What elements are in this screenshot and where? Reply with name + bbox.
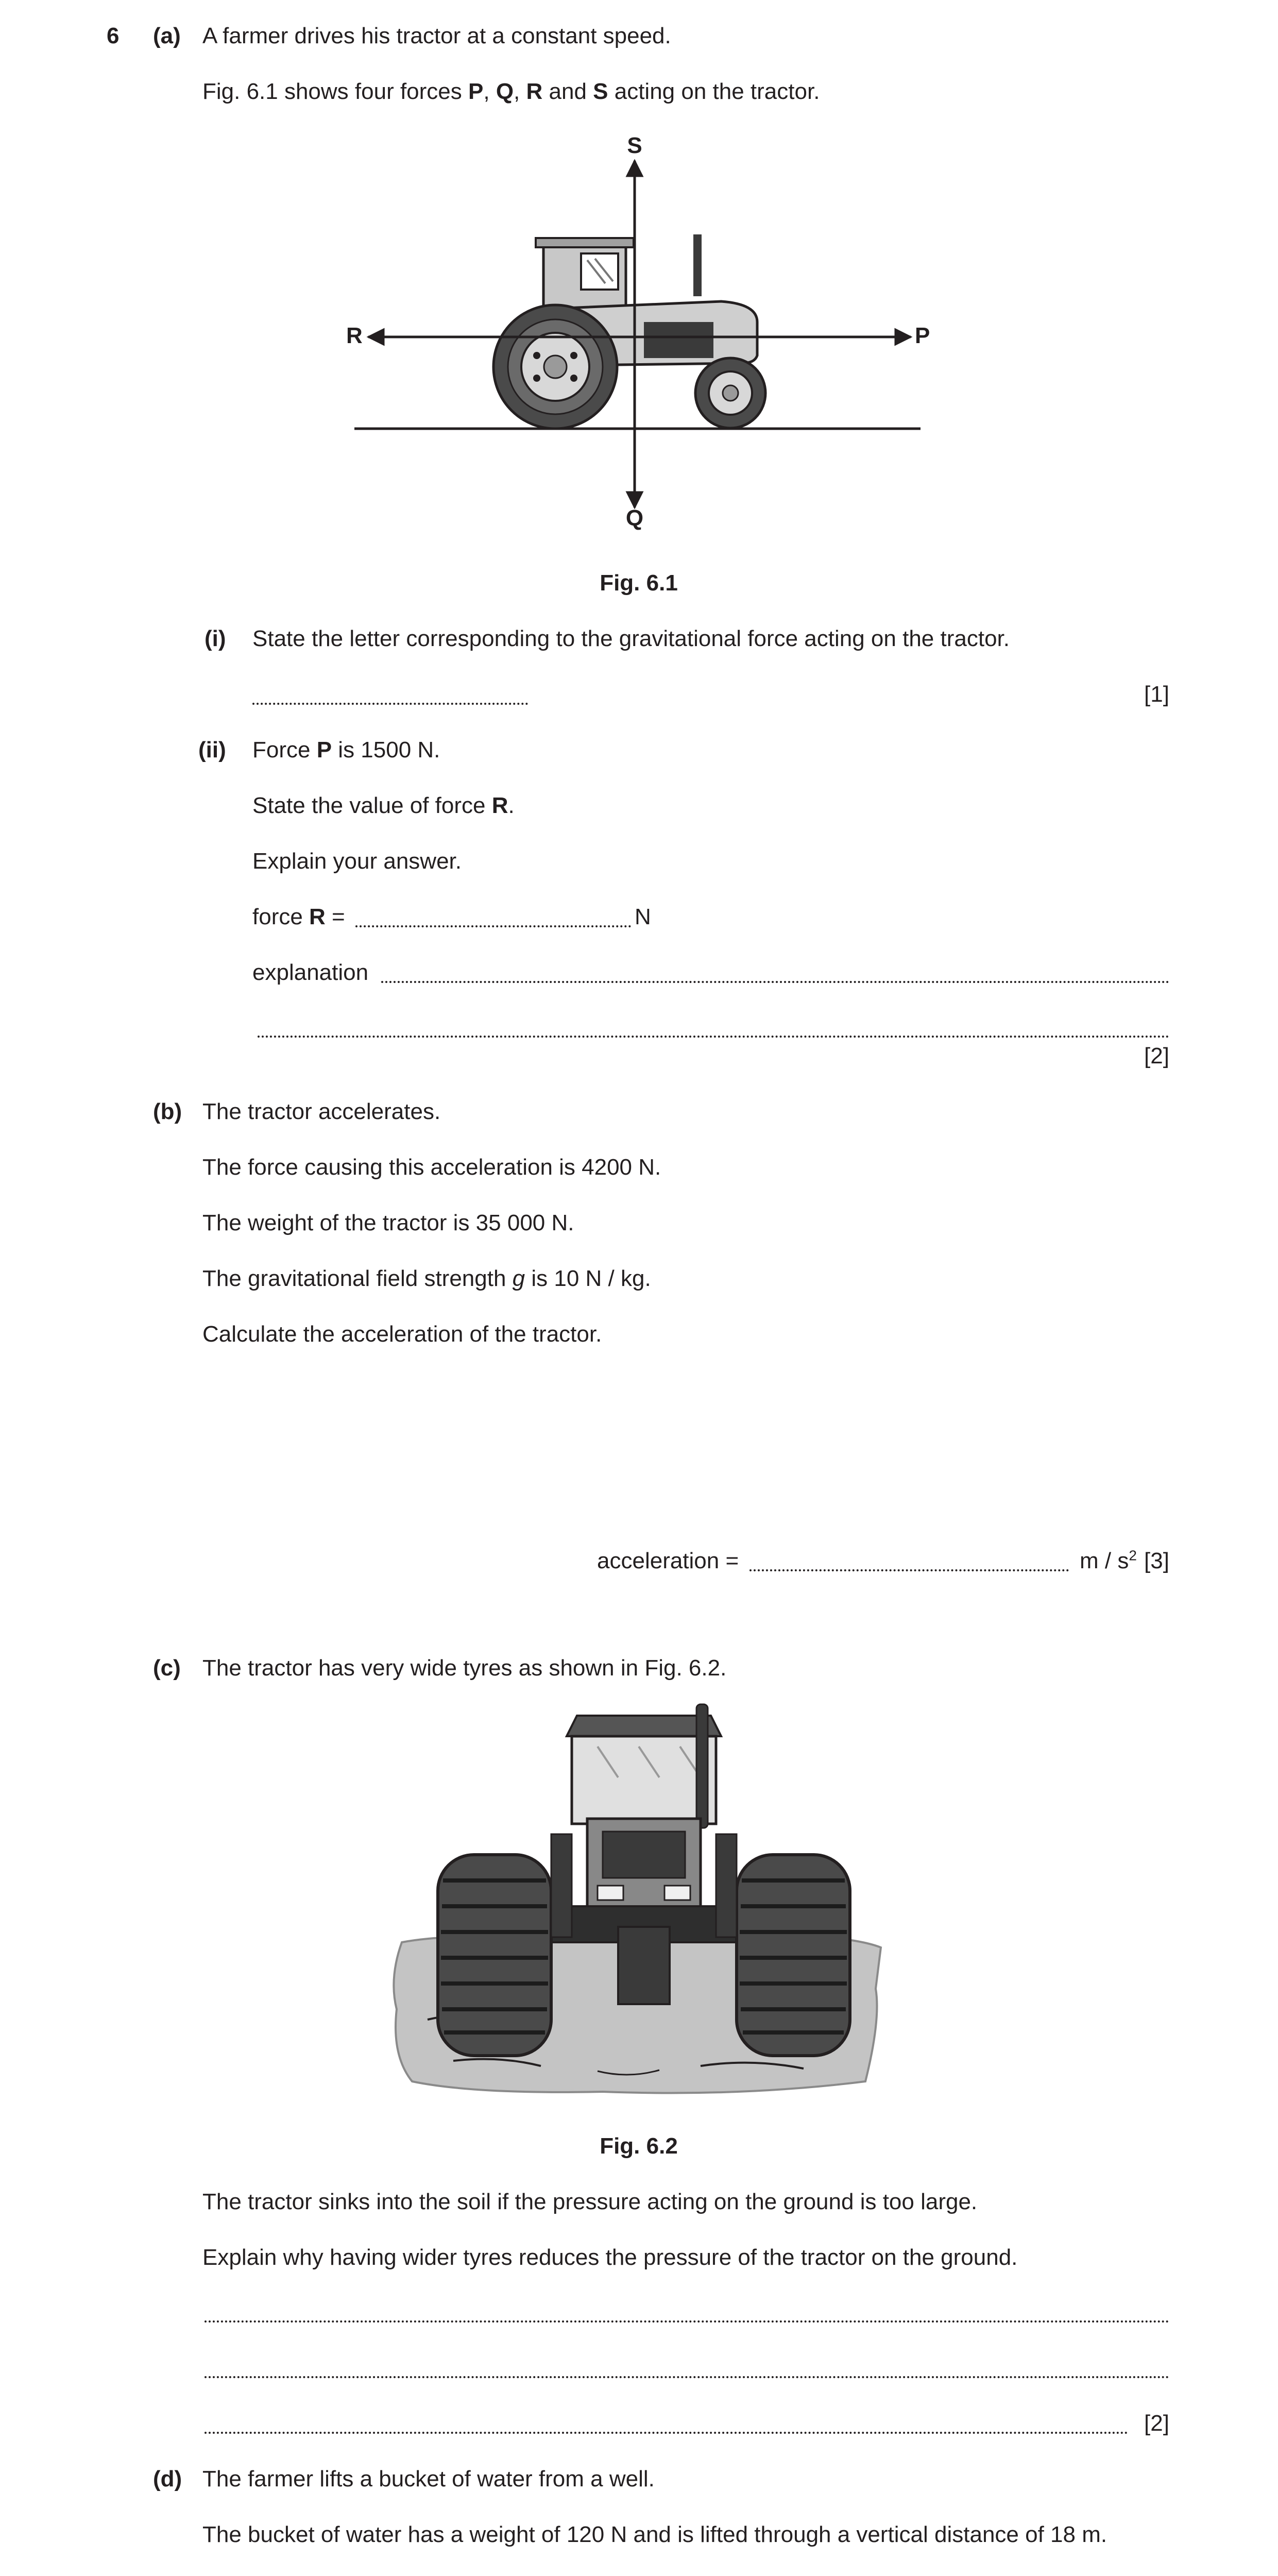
answer-line-acceleration[interactable] [749, 1569, 1069, 1571]
fig-6-1-diagram [0, 0, 1278, 567]
part-a-label: (a) [153, 23, 181, 48]
part-b-line2: The force causing this acceleration is 4200 N. [202, 1155, 661, 1180]
part-d-label: (d) [153, 2466, 182, 2492]
part-a-ii-line1: Force P is 1500 N. [252, 737, 440, 762]
part-c-line1: The tractor has very wide tyres as shown in Fig. 6.2. [202, 1655, 727, 1681]
force-label-Q: Q [625, 505, 644, 531]
part-a-ii-line2: State the value of force R. [252, 793, 515, 818]
answer-line-explanation-1[interactable] [381, 981, 1169, 983]
answer-line-force-R[interactable] [355, 925, 631, 927]
fig-6-1-caption: Fig. 6.1 [600, 570, 678, 596]
part-b-label: (b) [153, 1099, 182, 1124]
marks-c: [2] [1144, 2411, 1169, 2436]
part-a-i-question: State the letter corresponding to the gravitational force acting on the tractor. [252, 626, 1010, 651]
marks-a-i: [1] [1144, 682, 1169, 707]
part-c-label: (c) [153, 1655, 181, 1681]
force-label-P: P [915, 323, 930, 348]
acceleration-label: acceleration = [597, 1548, 739, 1573]
answer-line-explanation-2[interactable] [258, 1036, 1169, 1038]
acceleration-unit: m / $s^2$ [1080, 1547, 1137, 1573]
marks-a-ii: [2] [1144, 1043, 1169, 1069]
part-b-line4: The gravitational field strength g is 10 N / kg. [202, 1266, 651, 1291]
fig-6-1-intro: Fig. 6.1 shows four forces P, Q, R and S acting on the tractor. [202, 79, 820, 104]
part-b-line5: Calculate the acceleration of the tractor. [202, 1321, 602, 1347]
force-R-label: force R = [252, 904, 345, 929]
part-d-line1: The farmer lifts a bucket of water from a well. [202, 2466, 655, 2492]
fig-6-2-caption: Fig. 6.2 [600, 2133, 678, 2159]
part-c-line3: Explain why having wider tyres reduces the pressure of the tractor on the ground. [202, 2245, 1018, 2270]
part-a-ii-label: (ii) [198, 737, 226, 762]
part-b-line1: The tractor accelerates. [202, 1099, 441, 1124]
part-a-stem: A farmer drives his tractor at a constant speed. [202, 23, 671, 48]
part-a-ii-line3: Explain your answer. [252, 849, 462, 874]
force-label-R: R [346, 323, 363, 348]
part-c-line2: The tractor sinks into the soil if the pressure acting on the ground is too large. [202, 2189, 978, 2214]
part-b-line3: The weight of the tractor is 35 000 N. [202, 1210, 574, 1235]
question-number: 6 [107, 23, 120, 48]
part-a-i-label: (i) [205, 626, 226, 651]
answer-line-c-3[interactable] [205, 2432, 1128, 2434]
part-d-line2: The bucket of water has a weight of 120 N and is lifted through a vertical distance of 18 m. [202, 2522, 1107, 2547]
answer-line-a-i[interactable] [252, 703, 528, 705]
marks-b: [3] [1144, 1548, 1169, 1573]
force-R-unit: N [635, 904, 651, 929]
answer-line-c-2[interactable] [205, 2376, 1169, 2378]
force-label-S: S [627, 133, 642, 158]
tractor-side-icon [493, 234, 765, 429]
answer-line-c-1[interactable] [205, 2320, 1169, 2323]
explanation-label: explanation [252, 960, 369, 985]
fig-6-2-tractor-front-icon [381, 1700, 886, 2102]
